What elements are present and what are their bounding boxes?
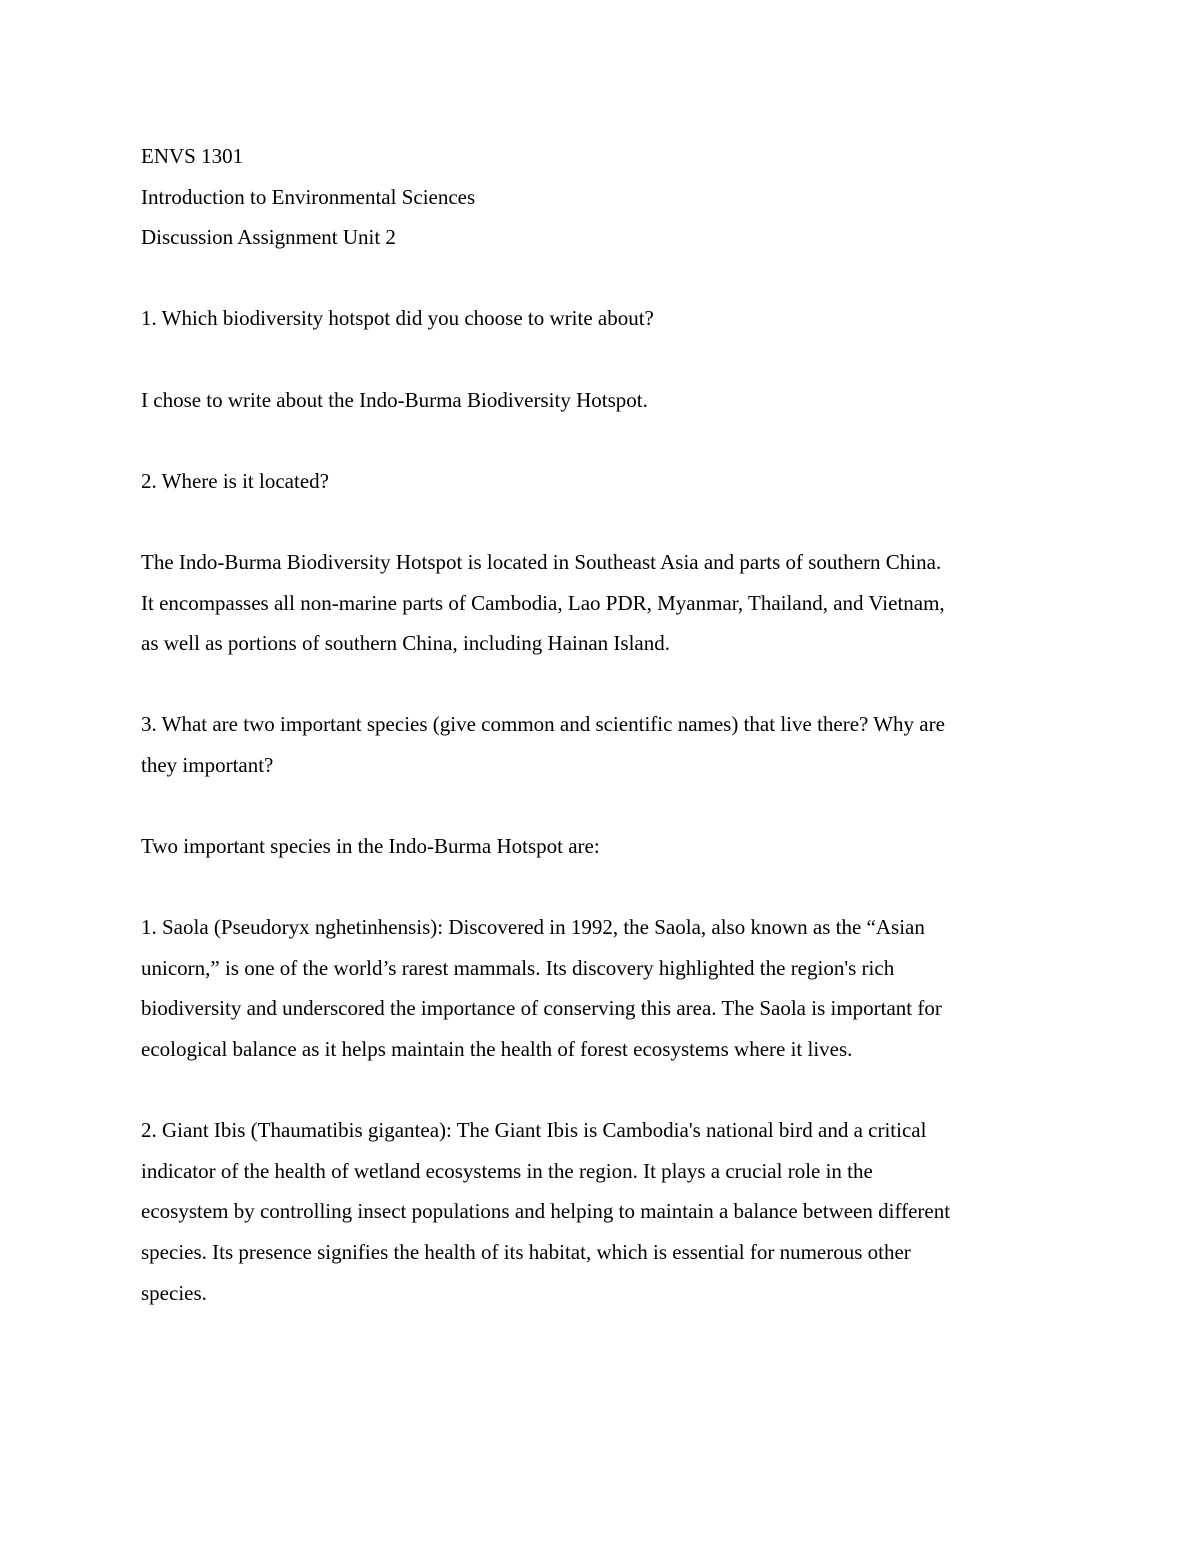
- spacer: [141, 1070, 1071, 1111]
- spacer: [141, 420, 1071, 461]
- species-saola-line: ecological balance as it helps maintain the health of forest ecosystems where it lives.: [141, 1037, 853, 1062]
- answer-2: [141, 542, 1071, 664]
- species-saola: [141, 907, 1071, 1069]
- spacer: [141, 258, 1071, 299]
- species-giant-ibis-line: indicator of the health of wetland ecosystems in the region. It plays a crucial role in the: [141, 1158, 873, 1183]
- course-code: ENVS 1301: [141, 144, 244, 168]
- answer-2-line: The Indo-Burma Biodiversity Hotspot is located in Southeast Asia and parts of southern China.: [141, 549, 942, 574]
- answer-2-line: It encompasses all non-marine parts of Cambodia, Lao PDR, Myanmar, Thailand, and Vietnam,: [141, 590, 945, 615]
- species-giant-ibis-line: ecosystem by controlling insect populations and helping to maintain a balance between different: [141, 1199, 951, 1224]
- species-giant-ibis-line: species.: [141, 1280, 207, 1305]
- answer-3-intro: Two important species in the Indo-Burma Hotspot are:: [141, 834, 600, 859]
- species-giant-ibis-line: species. Its presence signifies the health of its habitat, which is essential for numerous other: [141, 1240, 911, 1265]
- question-3-line: they important?: [141, 752, 274, 777]
- species-saola-line: biodiversity and underscored the importance of conserving this area. The Saola is important for: [141, 996, 942, 1021]
- question-2: 2. Where is it located?: [141, 468, 329, 493]
- question-1: 1. Which biodiversity hotspot did you choose to write about?: [141, 306, 654, 331]
- spacer: [141, 664, 1071, 705]
- species-giant-ibis: [141, 1110, 1071, 1313]
- question-3: [141, 704, 1071, 785]
- species-giant-ibis-line: 2. Giant Ibis (Thaumatibis gigantea): The Giant Ibis is Cambodia's national bird and a critical: [141, 1118, 927, 1143]
- species-saola-line: 1. Saola (Pseudoryx nghetinhensis): Discovered in 1992, the Saola, also known as the “Asian: [141, 915, 925, 940]
- course-title: Introduction to Environmental Sciences: [141, 184, 476, 209]
- spacer: [141, 867, 1071, 908]
- spacer: [141, 501, 1071, 542]
- species-saola-line: unicorn,” is one of the world’s rarest mammals. Its discovery highlighted the region's rich: [141, 955, 895, 980]
- spacer: [141, 339, 1071, 380]
- answer-1: I chose to write about the Indo-Burma Biodiversity Hotspot.: [141, 387, 648, 412]
- assignment-title: Discussion Assignment Unit 2: [141, 225, 396, 250]
- document-body: [141, 136, 1071, 1313]
- spacer: [141, 786, 1071, 827]
- answer-2-line: as well as portions of southern China, including Hainan Island.: [141, 631, 670, 656]
- question-3-line: 3. What are two important species (give common and scientific names) that live there? Why are: [141, 712, 945, 737]
